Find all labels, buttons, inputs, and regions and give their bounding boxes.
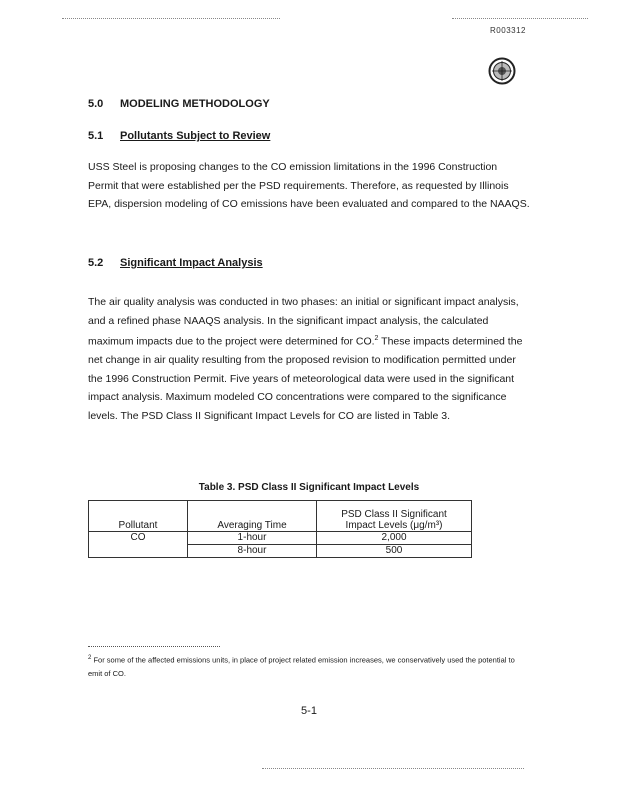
section-title: MODELING METHODOLOGY — [120, 98, 270, 110]
section-5-0-heading — [88, 98, 270, 110]
page-number: 5-1 — [301, 705, 317, 717]
top-dotted-line-right — [452, 18, 588, 19]
significant-impact-levels-table — [88, 500, 472, 558]
section-number: 5.0 — [88, 98, 104, 110]
section-5-1-heading — [88, 130, 270, 142]
header-averaging-time: Averaging Time — [188, 501, 317, 532]
table-caption: Table 3. PSD Class II Significant Impact Levels — [198, 482, 420, 493]
paragraph-text: The air quality analysis was conducted in two phases: an initial or significant impact analysis, and a refined phase NAAQS analysis. In the significant impact analysis, the calculated maximum impacts due to the project were determined for CO. — [88, 296, 519, 348]
header-impact-levels — [317, 501, 472, 532]
cell-level: 2,000 — [317, 532, 472, 545]
document-id: R003312 — [490, 26, 526, 35]
section-5-2-heading — [88, 257, 263, 269]
section-number: 5.2 — [88, 257, 104, 269]
footnote-marker: 2 — [88, 655, 92, 661]
table-row — [89, 532, 472, 545]
cell-pollutant: CO — [89, 532, 188, 558]
cell-level: 500 — [317, 545, 472, 558]
top-dotted-line-left — [62, 18, 280, 19]
section-title: Pollutants Subject to Review — [120, 130, 271, 142]
paragraph-text: These impacts determined the net change in air quality resulting from the proposed revision to modification permitted under the 1996 Construction Permit. Five years of meteorological data were used in the significant impact analysis. Maximum modeled CO concentrations were compared to the significance levels. The PSD Class II Significant Impact Levels for CO are listed in Table 3. — [88, 335, 523, 422]
footnote-text: For some of the affected emissions units, in place of project related emission increases, we conservatively used the potential to emit of CO. — [88, 655, 515, 678]
bottom-dotted-line — [262, 768, 524, 769]
footnote-rule — [88, 646, 220, 647]
header-line: PSD Class II Significant — [341, 509, 447, 520]
header-pollutant: Pollutant — [89, 501, 188, 532]
cell-averaging-time: 1-hour — [188, 532, 317, 545]
header-line: Impact Levels (μg/m³) — [345, 520, 443, 531]
cell-averaging-time: 8-hour — [188, 545, 317, 558]
table-header-row — [89, 501, 472, 532]
seal-icon — [488, 57, 516, 85]
section-5-2-paragraph — [88, 293, 530, 425]
section-number: 5.1 — [88, 130, 104, 142]
footnote-reference: 2 — [374, 335, 379, 342]
section-5-1-paragraph: USS Steel is proposing changes to the CO emission limitations in the 1996 Construction Permit that were established per the PSD requirements. Therefore, as requested by Illinois EPA, dispersion modeling of CO emissions have been evaluated and compared to the NAAQS. — [88, 161, 530, 210]
section-title: Significant Impact Analysis — [120, 257, 263, 269]
footnote — [88, 652, 528, 680]
